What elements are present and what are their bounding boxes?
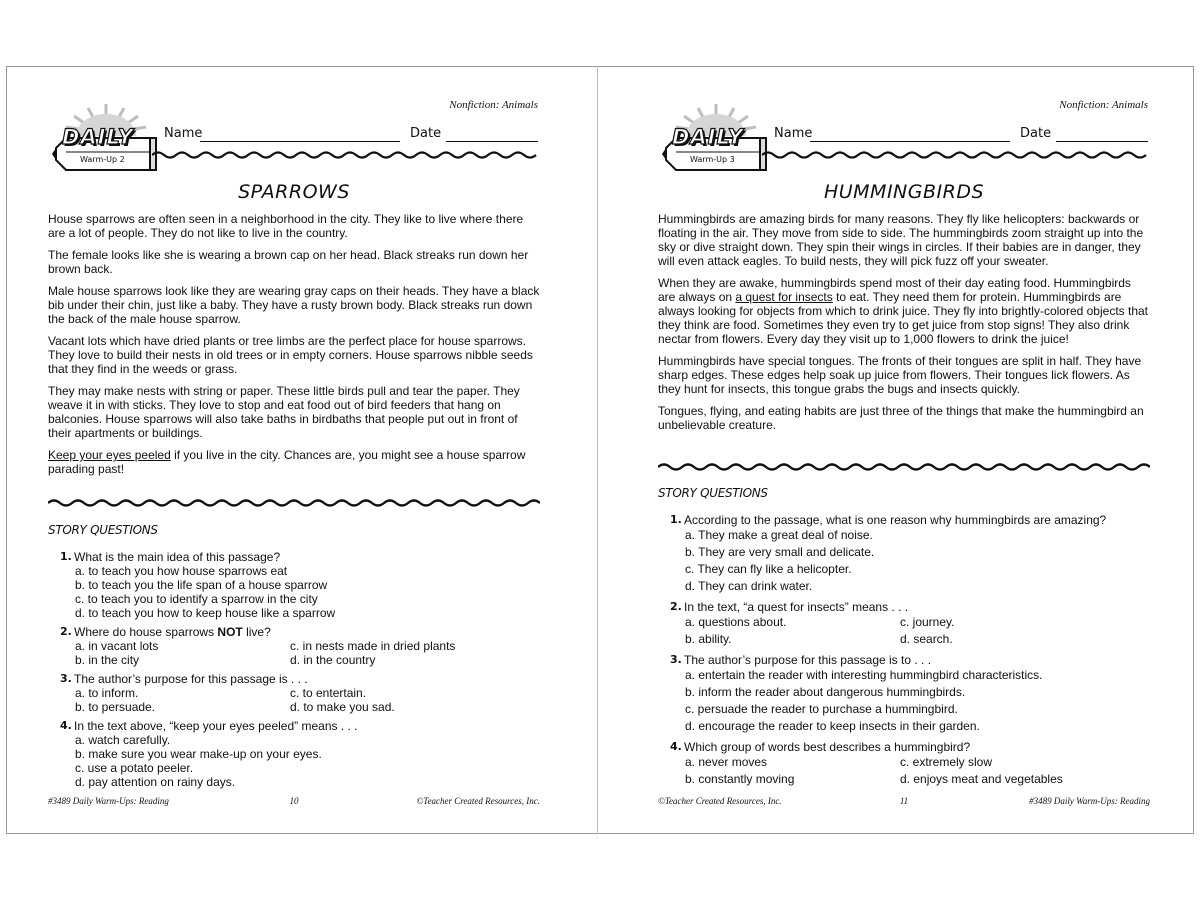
answer-option[interactable]: b. to teach you the life span of a house sparrow — [75, 578, 328, 592]
answer-option[interactable]: a. They make a great deal of noise. — [685, 528, 873, 542]
answer-option[interactable]: a. to teach you how house sparrows eat — [75, 564, 288, 578]
answer-option[interactable]: d. They can drink water. — [685, 579, 813, 593]
story-questions-heading: STORY QUESTIONS — [48, 523, 158, 537]
paragraph: Tongues, flying, and eating habits are just three of the things that make the hummingbird an unbelievable creature. — [658, 404, 1144, 432]
underlined-phrase: Keep your eyes peeled — [48, 448, 171, 462]
passage-title: SPARROWS — [238, 181, 350, 203]
answer-option[interactable]: d. to make you sad. — [290, 700, 395, 714]
answer-option[interactable]: b. ability. — [685, 632, 732, 646]
paragraph: Hummingbirds have special tongues. The fronts of their tongues are split in half. They have sharp edges. These edges help soak up juice from flowers. Their tongues lick flowers. As they hunt for insects, this tongue grabs the bugs and insects quickly. — [658, 354, 1142, 396]
question-number: 4. — [670, 740, 682, 753]
passage-title: HUMMINGBIRDS — [823, 181, 985, 203]
page-footer — [658, 796, 1150, 810]
answer-option[interactable]: c. use a potato peeler. — [75, 761, 194, 775]
paragraph: Hummingbirds are amazing birds for many reasons. They fly like helicopters: backwards or floating in the air. They move from side to side. The hummingbirds zoom straight up into the sky or dive straight down. They spin their wings in circles. If their babies are in danger, they will even attack eagles. To build nests, they will pick fuzz off your sweater. — [658, 212, 1144, 268]
question-number: 2. — [670, 600, 682, 613]
footer-book-id: #3489 Daily Warm-Ups: Reading — [48, 796, 169, 806]
answer-option[interactable]: c. persuade the reader to purchase a hummingbird. — [685, 702, 958, 716]
question-stem: In the text above, “keep your eyes peeled” means . . . — [74, 719, 358, 733]
question-3 — [670, 653, 1150, 735]
story-questions-heading: STORY QUESTIONS — [658, 486, 768, 500]
page-number: 10 — [289, 796, 299, 806]
answer-option[interactable]: d. in the country — [290, 653, 376, 667]
answer-option[interactable]: c. in nests made in dried plants — [290, 639, 456, 653]
answer-option[interactable]: d. encourage the reader to keep insects in their garden. — [685, 719, 980, 733]
paragraph: They may make nests with string or paper. These little birds pull and tear the paper. They weave it in with sticks. They love to stop and eat food out of bird feeders that hang on balconies. House sparrows will also take baths in birdbaths that people put out in front of their apartments or buildings. — [48, 384, 520, 440]
answer-option[interactable]: b. in the city — [75, 653, 140, 667]
name-blank — [200, 141, 400, 142]
paragraph-rest: if you live in the city. Chances are, you might see a house sparrow parading past! — [48, 448, 526, 476]
question-3 — [60, 672, 540, 714]
question-2 — [60, 625, 540, 667]
header-wave-divider — [152, 150, 540, 160]
date-label: Date — [1020, 126, 1052, 141]
answer-option[interactable]: a. watch carefully. — [75, 733, 171, 747]
footer-copyright: ©Teacher Created Resources, Inc. — [416, 796, 540, 806]
answer-option[interactable]: a. entertain the reader with interesting hummingbird characteristics. — [685, 668, 1043, 682]
page-fold — [597, 66, 598, 834]
name-date-row — [164, 126, 540, 144]
paragraph: When they are awake, hummingbirds spend most of their day eating food. Hummingbirds are always on a quest for insects to eat. They need them for protein. Hummingbirds are always looking for objects from which to drink juice. They fly into brightly-colored objects that they think are food. Sometimes they even try to get juice from stop signs! They also drink nectar from flowers. Every day they visit up to 1,000 flowers to drink the juice! — [658, 276, 1149, 346]
category-label: Nonfiction: Animals — [449, 99, 538, 111]
underlined-phrase: a quest for insects — [735, 290, 833, 304]
question-stem: The author’s purpose for this passage is to . . . — [684, 653, 932, 667]
header-wave-divider — [762, 150, 1150, 160]
question-number: 2. — [60, 625, 72, 638]
question-number: 3. — [60, 672, 72, 685]
date-label: Date — [410, 126, 442, 141]
logo-word: DAILY — [672, 125, 744, 149]
question-stem: According to the passage, what is one reason why hummingbirds are amazing? — [684, 513, 1107, 527]
paragraph: Male house sparrows look like they are wearing gray caps on their heads. They have a black bib under their chin, just like a baby. They have a rusty brown body. Black streaks run down the back of the male house sparrow. — [48, 284, 540, 326]
logo-word: DAILY — [62, 125, 134, 149]
answer-option[interactable]: a. to inform. — [75, 686, 139, 700]
footer-book-id: #3489 Daily Warm-Ups: Reading — [1029, 796, 1150, 806]
question-list — [60, 550, 540, 794]
answer-option[interactable]: a. in vacant lots — [75, 639, 159, 653]
paragraph: House sparrows are often seen in a neighborhood in the city. They like to live where there are a lot of people. They do not like to live in the country. — [48, 212, 524, 240]
answer-option[interactable]: b. to persuade. — [75, 700, 156, 714]
question-stem: Which group of words best describes a hummingbird? — [684, 740, 971, 754]
daily-warmup-logo — [660, 102, 772, 176]
passage-text — [48, 212, 540, 484]
question-1 — [60, 550, 540, 620]
answer-option[interactable]: b. make sure you wear make-up on your eyes. — [75, 747, 322, 761]
question-stem: In the text, “a quest for insects” means . . . — [684, 600, 909, 614]
daily-warmup-logo — [50, 102, 162, 176]
question-number: 4. — [60, 719, 72, 732]
answer-option[interactable]: a. questions about. — [685, 615, 787, 629]
right-page — [658, 66, 1150, 834]
question-number: 1. — [60, 550, 72, 563]
answer-option[interactable]: b. They are very small and delicate. — [685, 545, 875, 559]
answer-option[interactable]: a. never moves — [685, 755, 768, 769]
question-list — [670, 513, 1150, 793]
section-wave-divider — [658, 462, 1150, 472]
date-blank — [446, 141, 538, 142]
page-footer — [48, 796, 540, 810]
answer-option[interactable]: c. to teach you to identify a sparrow in the city — [75, 592, 318, 606]
category-label: Nonfiction: Animals — [1059, 99, 1148, 111]
answer-option[interactable]: c. They can fly like a helicopter. — [685, 562, 852, 576]
answer-option[interactable]: b. inform the reader about dangerous hummingbirds. — [685, 685, 966, 699]
left-page — [48, 66, 540, 834]
question-number: 3. — [670, 653, 682, 666]
answer-option[interactable]: c. journey. — [900, 615, 955, 629]
name-date-row — [774, 126, 1150, 144]
answer-option[interactable]: c. to entertain. — [290, 686, 367, 700]
question-stem: Where do house sparrows NOT live? — [74, 625, 271, 639]
answer-option[interactable]: d. enjoys meat and vegetables — [900, 772, 1063, 786]
date-blank — [1056, 141, 1148, 142]
question-4 — [60, 719, 540, 789]
name-label: Name — [774, 126, 813, 141]
passage-text — [658, 212, 1150, 440]
question-number: 1. — [670, 513, 682, 526]
name-blank — [810, 141, 1010, 142]
paragraph: Vacant lots which have dried plants or tree limbs are the perfect place for house sparrows. They love to build their nests in old trees or in empty corners. House sparrows nibble seeds that they find in the weeds or grass. — [48, 334, 533, 376]
paragraph — [48, 448, 540, 476]
page-number: 11 — [899, 796, 909, 806]
answer-option[interactable]: c. extremely slow — [900, 755, 993, 769]
section-wave-divider — [48, 498, 540, 508]
footer-copyright: ©Teacher Created Resources, Inc. — [658, 796, 782, 806]
name-label: Name — [164, 126, 203, 141]
warmup-number: Warm-Up 3 — [690, 155, 735, 164]
answer-option[interactable]: d. search. — [900, 632, 953, 646]
answer-option[interactable]: b. constantly moving — [685, 772, 795, 786]
warmup-number: Warm-Up 2 — [80, 155, 125, 164]
question-stem: What is the main idea of this passage? — [74, 550, 281, 564]
question-1 — [670, 513, 1150, 595]
answer-option[interactable]: d. pay attention on rainy days. — [75, 775, 236, 789]
question-2 — [670, 600, 1150, 648]
question-stem: The author’s purpose for this passage is . . . — [74, 672, 308, 686]
answer-option[interactable]: d. to teach you how to keep house like a sparrow — [75, 606, 336, 620]
paragraph: The female looks like she is wearing a brown cap on her head. Black streaks run down her brown back. — [48, 248, 529, 276]
question-4 — [670, 740, 1150, 788]
